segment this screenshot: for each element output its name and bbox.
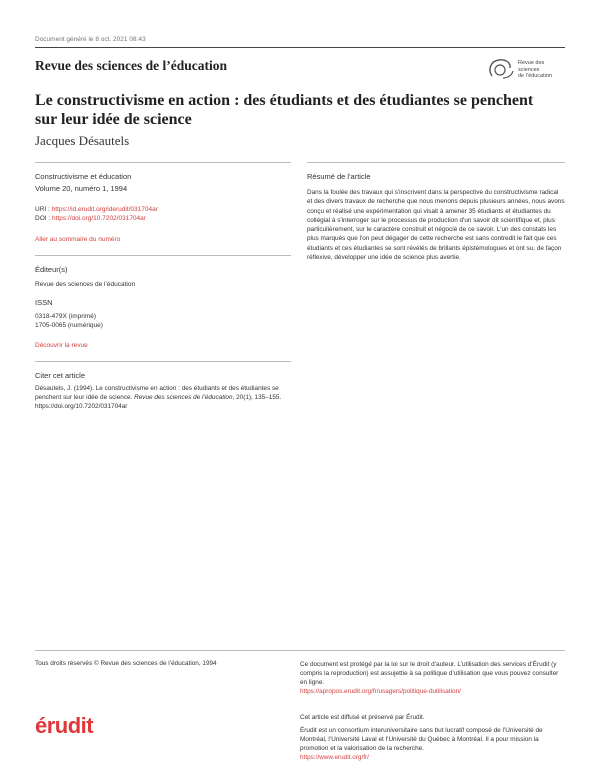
abstract-text: Dans la foulée des travaux qui s'inscrivent dans la perspective du constructivisme radical et des divers travaux de recherche que nous menons depuis plusieurs années, nous avons conçu et réalisé une expérimentation qui visait à amener 35 étudiants et étudiantes du collégial à s'interroger sur le processus de production d'un savoir dit scientifique et, plus particulièrement, sur le caractère construit et négocié de ce savoir. L'un des constats les plus marqués que l'on peut dégager de cette recherche est sans contredit le fait que ces étudiants et ces étudiantes se sont révélés de brillants épistémologues et ont su, de façon réflexive, développer une idée de science plus avertie. bbox=[307, 189, 565, 262]
citation-journal: Revue des sciences de l’éducation bbox=[134, 394, 233, 401]
rights-notice: Tous droits réservés © Revue des sciences de l’éducation, 1994 bbox=[35, 660, 217, 667]
discover-journal-link[interactable]: Découvrir la revue bbox=[35, 342, 88, 349]
publisher-heading: Éditeur(s) bbox=[35, 265, 68, 274]
citation-heading: Citer cet article bbox=[35, 371, 86, 380]
article-author: Jacques Désautels bbox=[35, 133, 130, 148]
logo-line-2: de l’éducation bbox=[518, 73, 552, 79]
doi-link[interactable]: https://doi.org/10.7202/031704ar bbox=[51, 215, 146, 222]
copyright-notice bbox=[300, 660, 566, 696]
journal-name: Revue des sciences de l’éducation bbox=[35, 58, 227, 73]
citation-text bbox=[35, 384, 291, 411]
footer-divider bbox=[35, 650, 565, 651]
policy-link[interactable]: https://apropos.erudit.org/fr/usagers/politique-dutilisation/ bbox=[300, 688, 461, 695]
uri-line bbox=[35, 205, 158, 214]
erudit-logo: érudit bbox=[35, 713, 94, 738]
issn-heading: ISSN bbox=[35, 298, 53, 307]
doi-label: DOI : bbox=[35, 215, 52, 222]
left-divider-1 bbox=[35, 162, 291, 163]
erudit-heading: Cet article est diffusé et préservé par Érudit. bbox=[300, 714, 425, 721]
erudit-description: Érudit est un consortium interuniversitaire sans but lucratif composé de l’Université de Montréal, l’Université Laval et l’Université du Québec à Montréal. Il a pour mission la promotion et la valorisation de la recherche. bbox=[300, 727, 543, 752]
abstract-heading: Résumé de l'article bbox=[307, 172, 371, 181]
right-divider bbox=[307, 162, 565, 163]
doi-line bbox=[35, 214, 146, 223]
generated-date: Document généré le 8 oct. 2021 08:43 bbox=[35, 36, 146, 43]
erudit-info bbox=[300, 713, 566, 762]
journal-logo bbox=[486, 56, 566, 82]
issue-theme: Constructivisme et éducation bbox=[35, 172, 132, 181]
uri-label: URI : bbox=[35, 206, 52, 213]
erudit-link[interactable]: https://www.erudit.org/fr/ bbox=[300, 754, 369, 761]
left-divider-2 bbox=[35, 255, 291, 256]
logo-line-1: Revue des sciences bbox=[518, 60, 545, 73]
citation-plain: Désautels, J. (1994). Le constructivisme en action : des étudiants et des étudiantes se penchent sur leur idée de science. bbox=[35, 385, 279, 401]
issue-volume: Volume 20, numéro 1, 1994 bbox=[35, 184, 128, 193]
citation-tail: , 20(1), 135–155. https://doi.org/10.7202/031704ar bbox=[35, 394, 282, 410]
toc-link[interactable]: Aller au sommaire du numéro bbox=[35, 236, 121, 243]
copyright-text: Ce document est protégé par la loi sur le droit d’auteur. L’utilisation des services d’Érudit (y compris la reproduction) est assujettie à sa politique d’utilisation que vous pouvez consulter en ligne. bbox=[300, 661, 559, 686]
top-divider bbox=[35, 47, 565, 48]
issn-print: 0318-479X (imprimé) bbox=[35, 313, 97, 320]
article-title: Le constructivisme en action : des étudiants et des étudiantes se penchent sur leur idée de science bbox=[35, 92, 534, 128]
issn-digital: 1705-0065 (numérique) bbox=[35, 322, 103, 329]
uri-link[interactable]: https://id.erudit.org/iderudit/031704ar bbox=[51, 206, 158, 213]
left-divider-3 bbox=[35, 361, 291, 362]
publisher-name: Revue des sciences de l’éducation bbox=[35, 281, 136, 288]
journal-logo-icon bbox=[486, 56, 516, 82]
